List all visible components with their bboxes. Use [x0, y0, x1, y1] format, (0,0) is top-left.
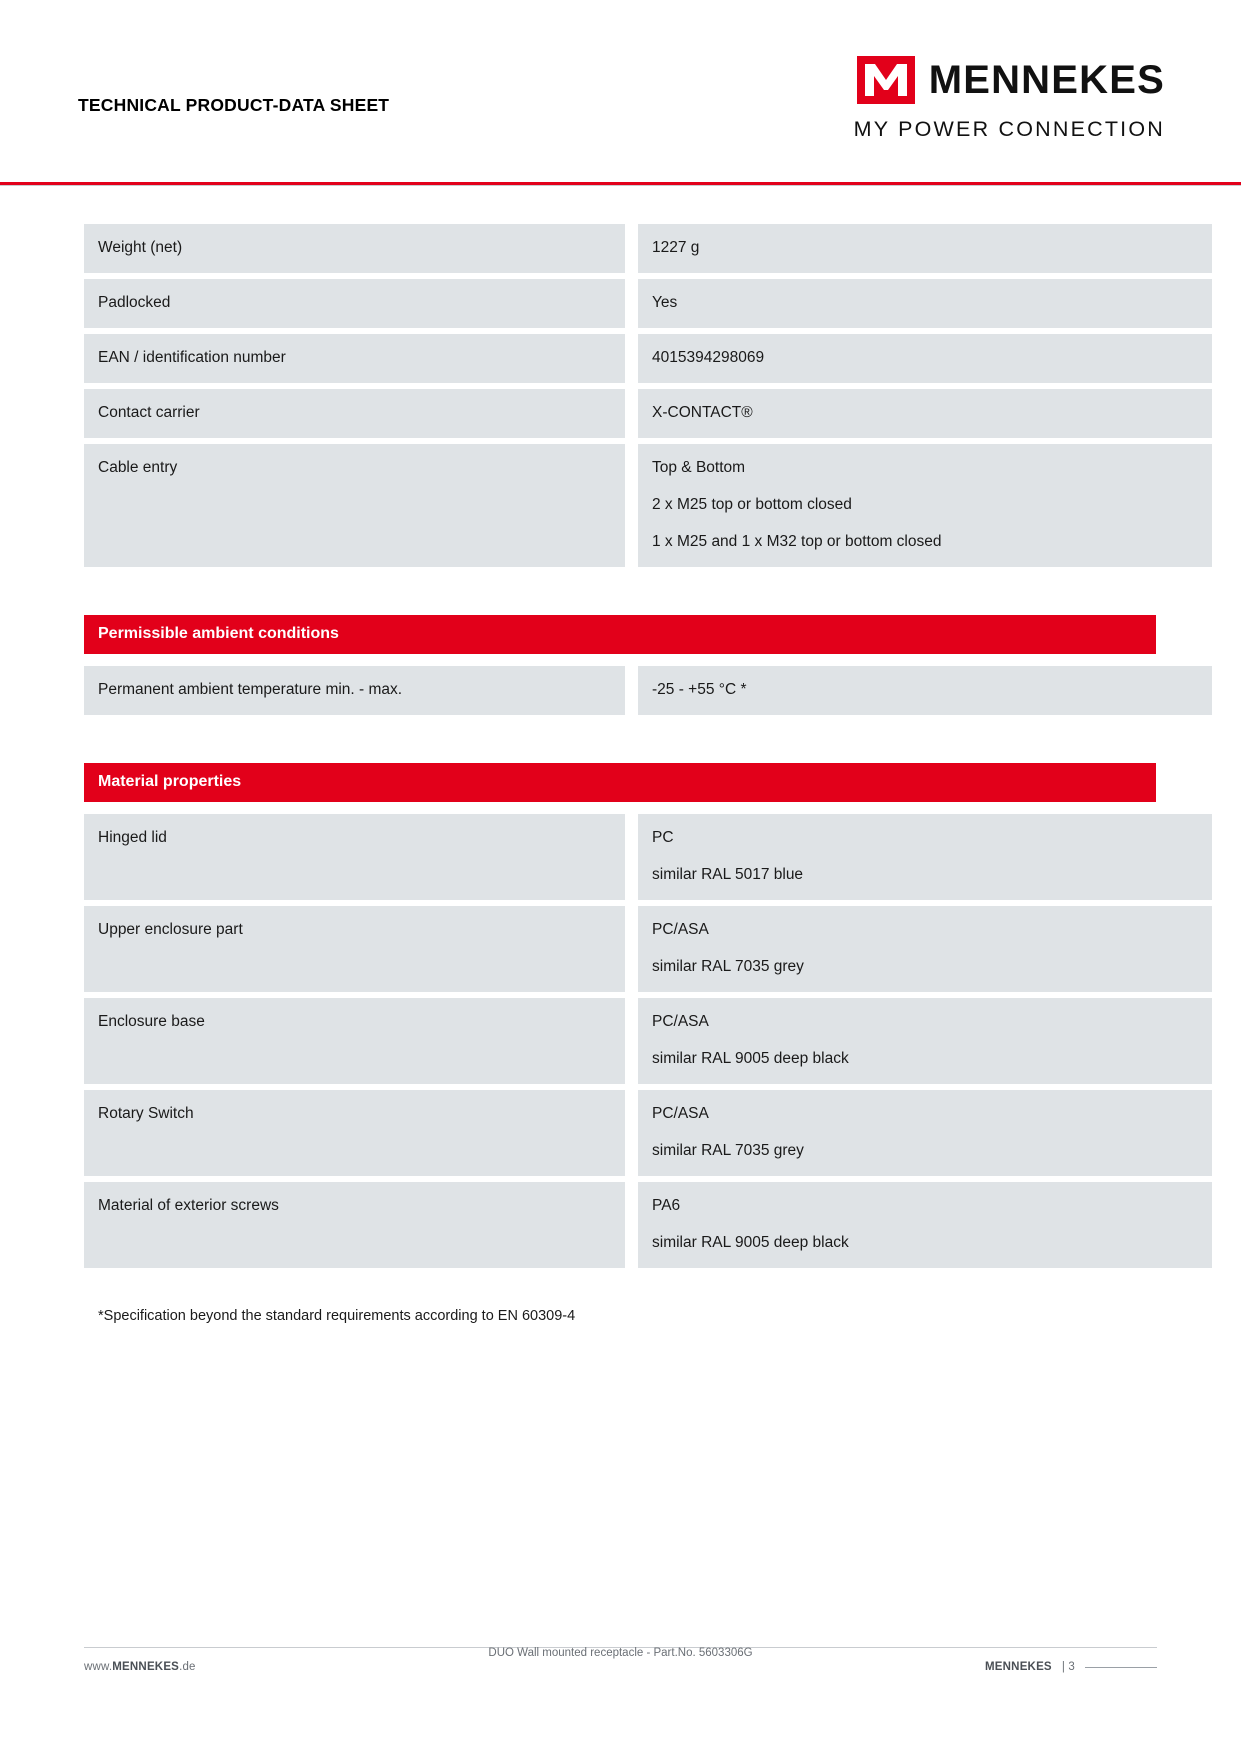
table-row	[84, 279, 1212, 328]
row-value	[638, 1182, 1212, 1268]
column-gap	[625, 814, 638, 900]
row-label: Upper enclosure part	[84, 906, 625, 992]
column-gap	[625, 389, 638, 438]
footnote: *Specification beyond the standard requirements according to EN 60309-4	[98, 1308, 576, 1325]
row-label: Contact carrier	[84, 389, 625, 438]
brand-tagline: MY POWER CONNECTION	[853, 117, 1165, 141]
row-value	[638, 906, 1212, 992]
row-value	[638, 444, 1212, 567]
value-line: X-CONTACT®	[652, 404, 753, 422]
column-gap	[625, 998, 638, 1084]
value-line: -25 - +55 °C *	[652, 681, 747, 699]
value-line: similar RAL 7035 grey	[652, 1142, 804, 1160]
section-heading-material: Material properties	[84, 763, 1156, 802]
footer-document-reference: DUO Wall mounted receptacle - Part.No. 5603306G	[488, 1647, 753, 1659]
column-gap	[625, 1182, 638, 1268]
footer-brand: MENNEKES	[985, 1661, 1052, 1673]
row-value	[638, 224, 1212, 273]
table-row	[84, 444, 1212, 567]
row-label: Cable entry	[84, 444, 625, 567]
value-line: Yes	[652, 294, 678, 312]
value-line: 1227 g	[652, 239, 700, 256]
value-line: 2 x M25 top or bottom closed	[652, 496, 852, 514]
footer-rule-tick	[1085, 1667, 1157, 1668]
row-label: Material of exterior screws	[84, 1182, 625, 1268]
footer-page-number	[985, 1661, 1157, 1673]
row-value	[638, 334, 1212, 383]
value-line: 1 x M25 and 1 x M32 top or bottom closed	[652, 533, 942, 551]
row-value	[638, 814, 1212, 900]
table-row	[84, 906, 1212, 992]
column-gap	[625, 444, 638, 567]
spec-table-material	[84, 808, 1212, 1274]
section-spacer	[84, 721, 1156, 763]
row-label: Rotary Switch	[84, 1090, 625, 1176]
column-gap	[625, 279, 638, 328]
brand-logo	[854, 56, 1165, 142]
value-line: PC	[652, 829, 674, 847]
column-gap	[625, 666, 638, 715]
footer-website-prefix: www.	[84, 1661, 113, 1673]
value-line: 4015394298069	[652, 349, 765, 367]
table-row	[84, 666, 1212, 715]
page-header	[0, 0, 1241, 190]
footer-website-brand: MENNEKES	[112, 1661, 180, 1673]
brand-name: MENNEKES	[928, 58, 1165, 102]
page-title: TECHNICAL PRODUCT-DATA SHEET	[78, 95, 390, 115]
row-label: Weight (net)	[84, 224, 625, 273]
row-value	[638, 279, 1212, 328]
value-line: PC/ASA	[652, 1105, 709, 1123]
table-row	[84, 224, 1212, 273]
row-label: Padlocked	[84, 279, 625, 328]
value-line: similar RAL 7035 grey	[652, 958, 804, 976]
value-line: PC/ASA	[652, 921, 709, 939]
value-line: similar RAL 9005 deep black	[652, 1050, 849, 1068]
row-label: Permanent ambient temperature min. - max.	[84, 666, 625, 715]
row-label: Hinged lid	[84, 814, 625, 900]
row-value	[638, 666, 1212, 715]
section-spacer	[84, 573, 1156, 615]
value-line: Top & Bottom	[652, 459, 746, 477]
document-body	[84, 218, 1156, 1324]
row-label: Enclosure base	[84, 998, 625, 1084]
footer-divider	[84, 1647, 1157, 1648]
row-value	[638, 1090, 1212, 1176]
table-row	[84, 334, 1212, 383]
table-row	[84, 1090, 1212, 1176]
table-row	[84, 1182, 1212, 1268]
value-line: similar RAL 5017 blue	[652, 866, 804, 884]
spec-table-ambient	[84, 660, 1212, 721]
footer-page-label: | 3	[1061, 1661, 1075, 1673]
spec-table-general	[84, 218, 1212, 573]
row-label: EAN / identification number	[84, 334, 625, 383]
column-gap	[625, 224, 638, 273]
column-gap	[625, 906, 638, 992]
footer-website-suffix: .de	[179, 1661, 196, 1673]
mennekes-logo-icon	[857, 56, 915, 104]
table-row	[84, 814, 1212, 900]
column-gap	[625, 334, 638, 383]
page-footer	[0, 1647, 1241, 1687]
row-value	[638, 389, 1212, 438]
header-divider	[0, 185, 1241, 186]
value-line: PC/ASA	[652, 1013, 709, 1031]
value-line: PA6	[652, 1197, 681, 1215]
value-line: similar RAL 9005 deep black	[652, 1234, 849, 1252]
row-value	[638, 998, 1212, 1084]
section-heading-ambient: Permissible ambient conditions	[84, 615, 1156, 654]
table-row	[84, 998, 1212, 1084]
table-row	[84, 389, 1212, 438]
footer-website[interactable]	[84, 1661, 196, 1673]
column-gap	[625, 1090, 638, 1176]
